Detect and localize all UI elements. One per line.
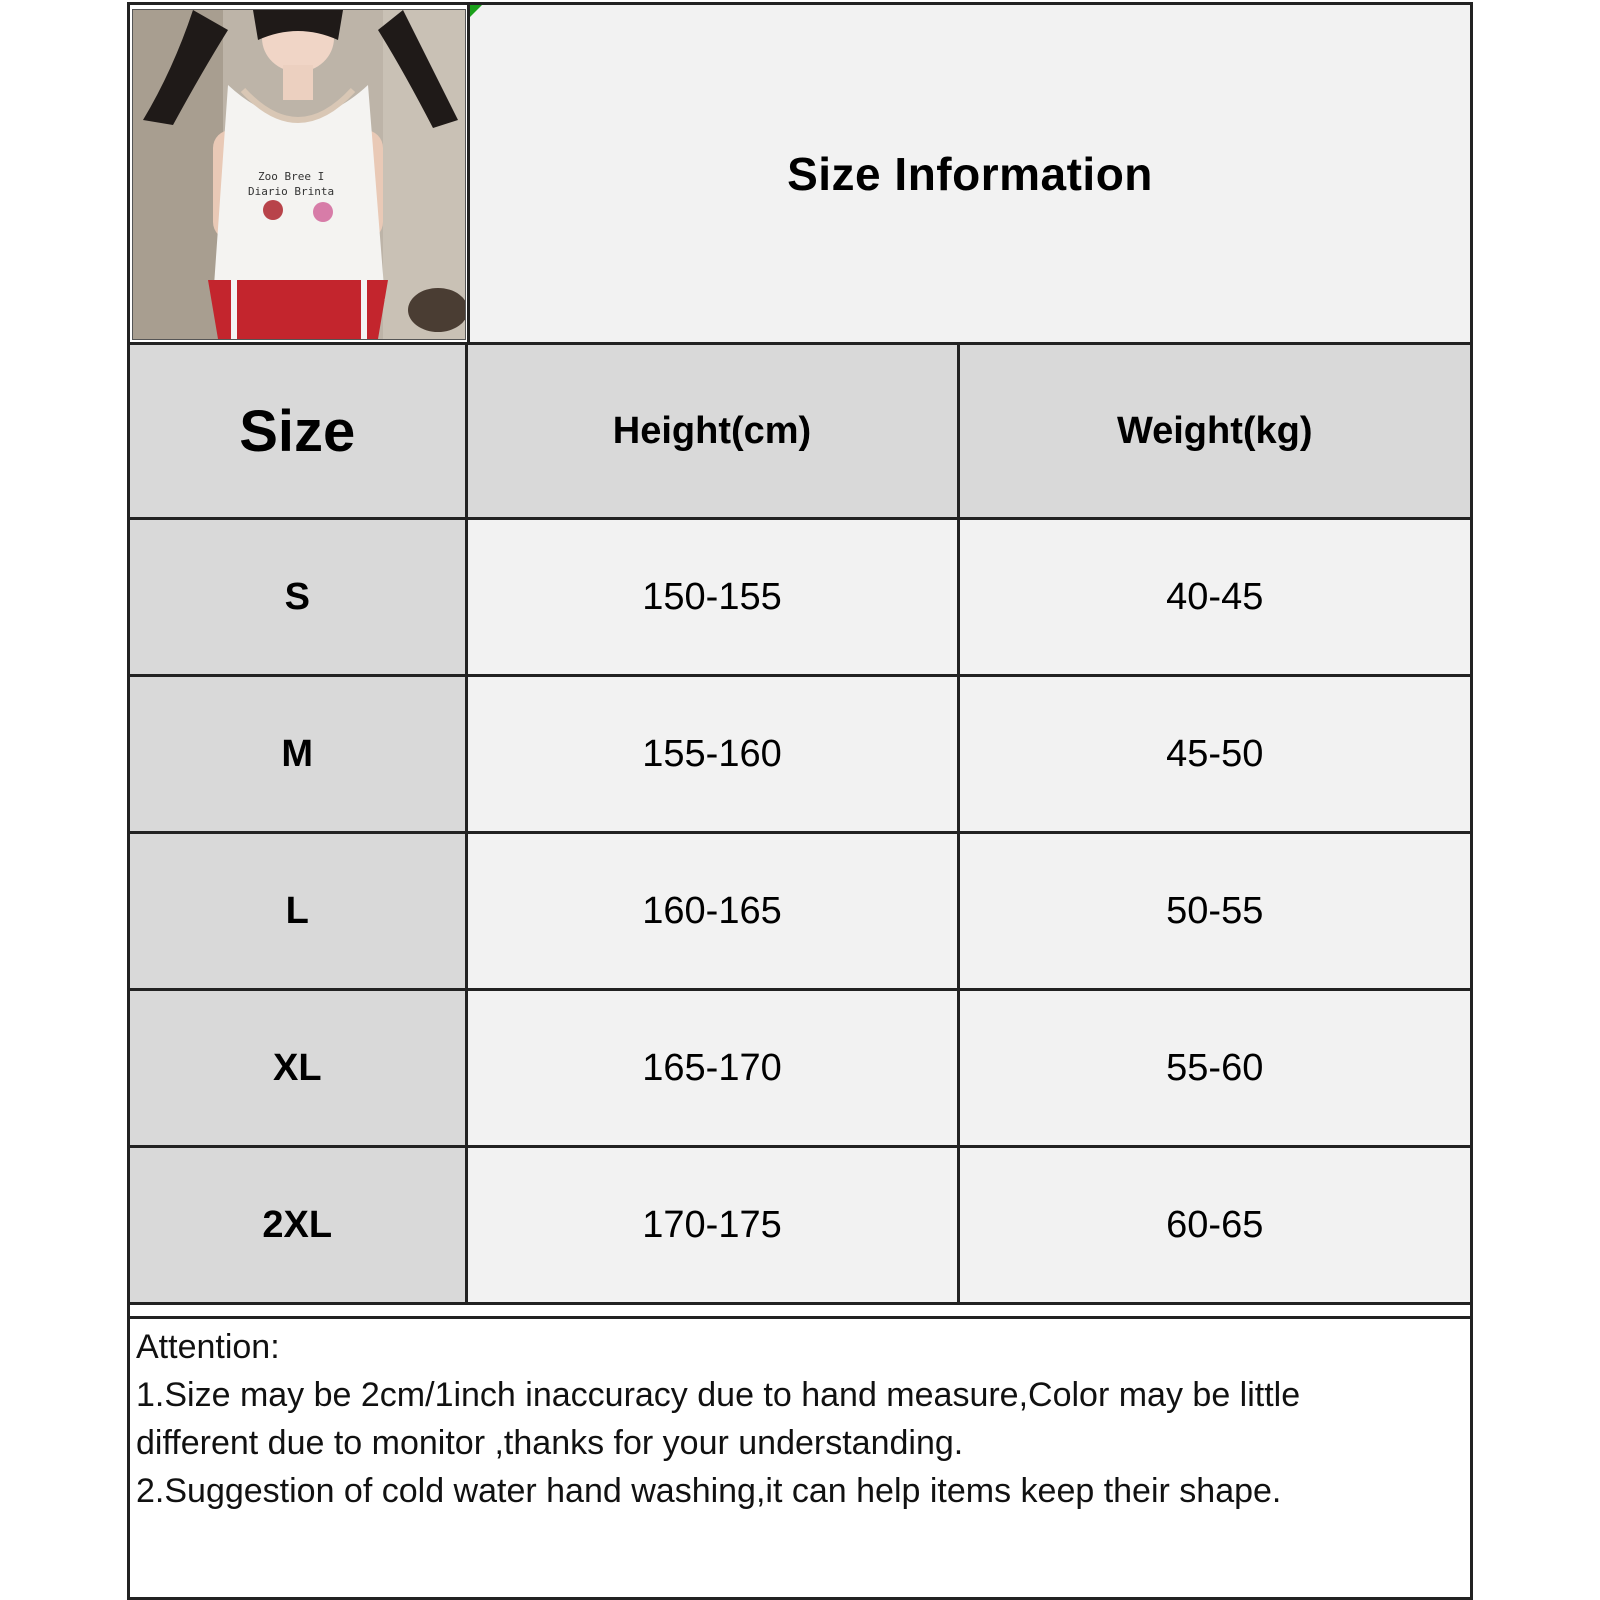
height-cell: 160-165 — [466, 833, 958, 990]
table-header-row — [130, 344, 1470, 519]
size-cell: L — [130, 833, 466, 990]
header-weight: Weight(kg) — [958, 344, 1470, 519]
size-cell: XL — [130, 990, 466, 1147]
page-title: Size Information — [787, 147, 1153, 200]
notes-heading: Attention: — [136, 1328, 280, 1366]
product-photo — [132, 9, 466, 340]
shirt-print-line-1: Zoo Bree I — [258, 170, 325, 183]
shirt-print-line-2: Diario Brinta — [248, 185, 335, 198]
height-cell: 155-160 — [466, 676, 958, 833]
table-row — [130, 990, 1470, 1147]
header-size: Size — [130, 344, 466, 519]
height-cell: 170-175 — [466, 1147, 958, 1304]
size-table — [130, 342, 1470, 1305]
notes-line-2: different due to monitor ,thanks for your understanding. — [136, 1424, 964, 1462]
size-cell: S — [130, 519, 466, 676]
cell-marker-icon — [470, 5, 482, 17]
table-row — [130, 519, 1470, 676]
size-chart-sheet — [127, 2, 1473, 1600]
notes-line-3: 2.Suggestion of cold water hand washing,it can help items keep their shape. — [136, 1472, 1282, 1510]
notes-line-1: 1.Size may be 2cm/1inch inaccuracy due to hand measure,Color may be little — [136, 1376, 1301, 1414]
weight-cell: 40-45 — [958, 519, 1470, 676]
weight-cell: 50-55 — [958, 833, 1470, 990]
product-photo-image — [133, 10, 465, 339]
table-row — [130, 833, 1470, 990]
height-cell: 165-170 — [466, 990, 958, 1147]
table-row — [130, 1147, 1470, 1304]
attention-notes — [130, 1316, 1470, 1600]
title-cell — [467, 5, 1470, 342]
weight-cell: 60-65 — [958, 1147, 1470, 1304]
weight-cell: 45-50 — [958, 676, 1470, 833]
weight-cell: 55-60 — [958, 990, 1470, 1147]
size-cell: M — [130, 676, 466, 833]
table-row — [130, 676, 1470, 833]
header-height: Height(cm) — [466, 344, 958, 519]
header-section — [130, 5, 1470, 342]
size-cell: 2XL — [130, 1147, 466, 1304]
height-cell: 150-155 — [466, 519, 958, 676]
